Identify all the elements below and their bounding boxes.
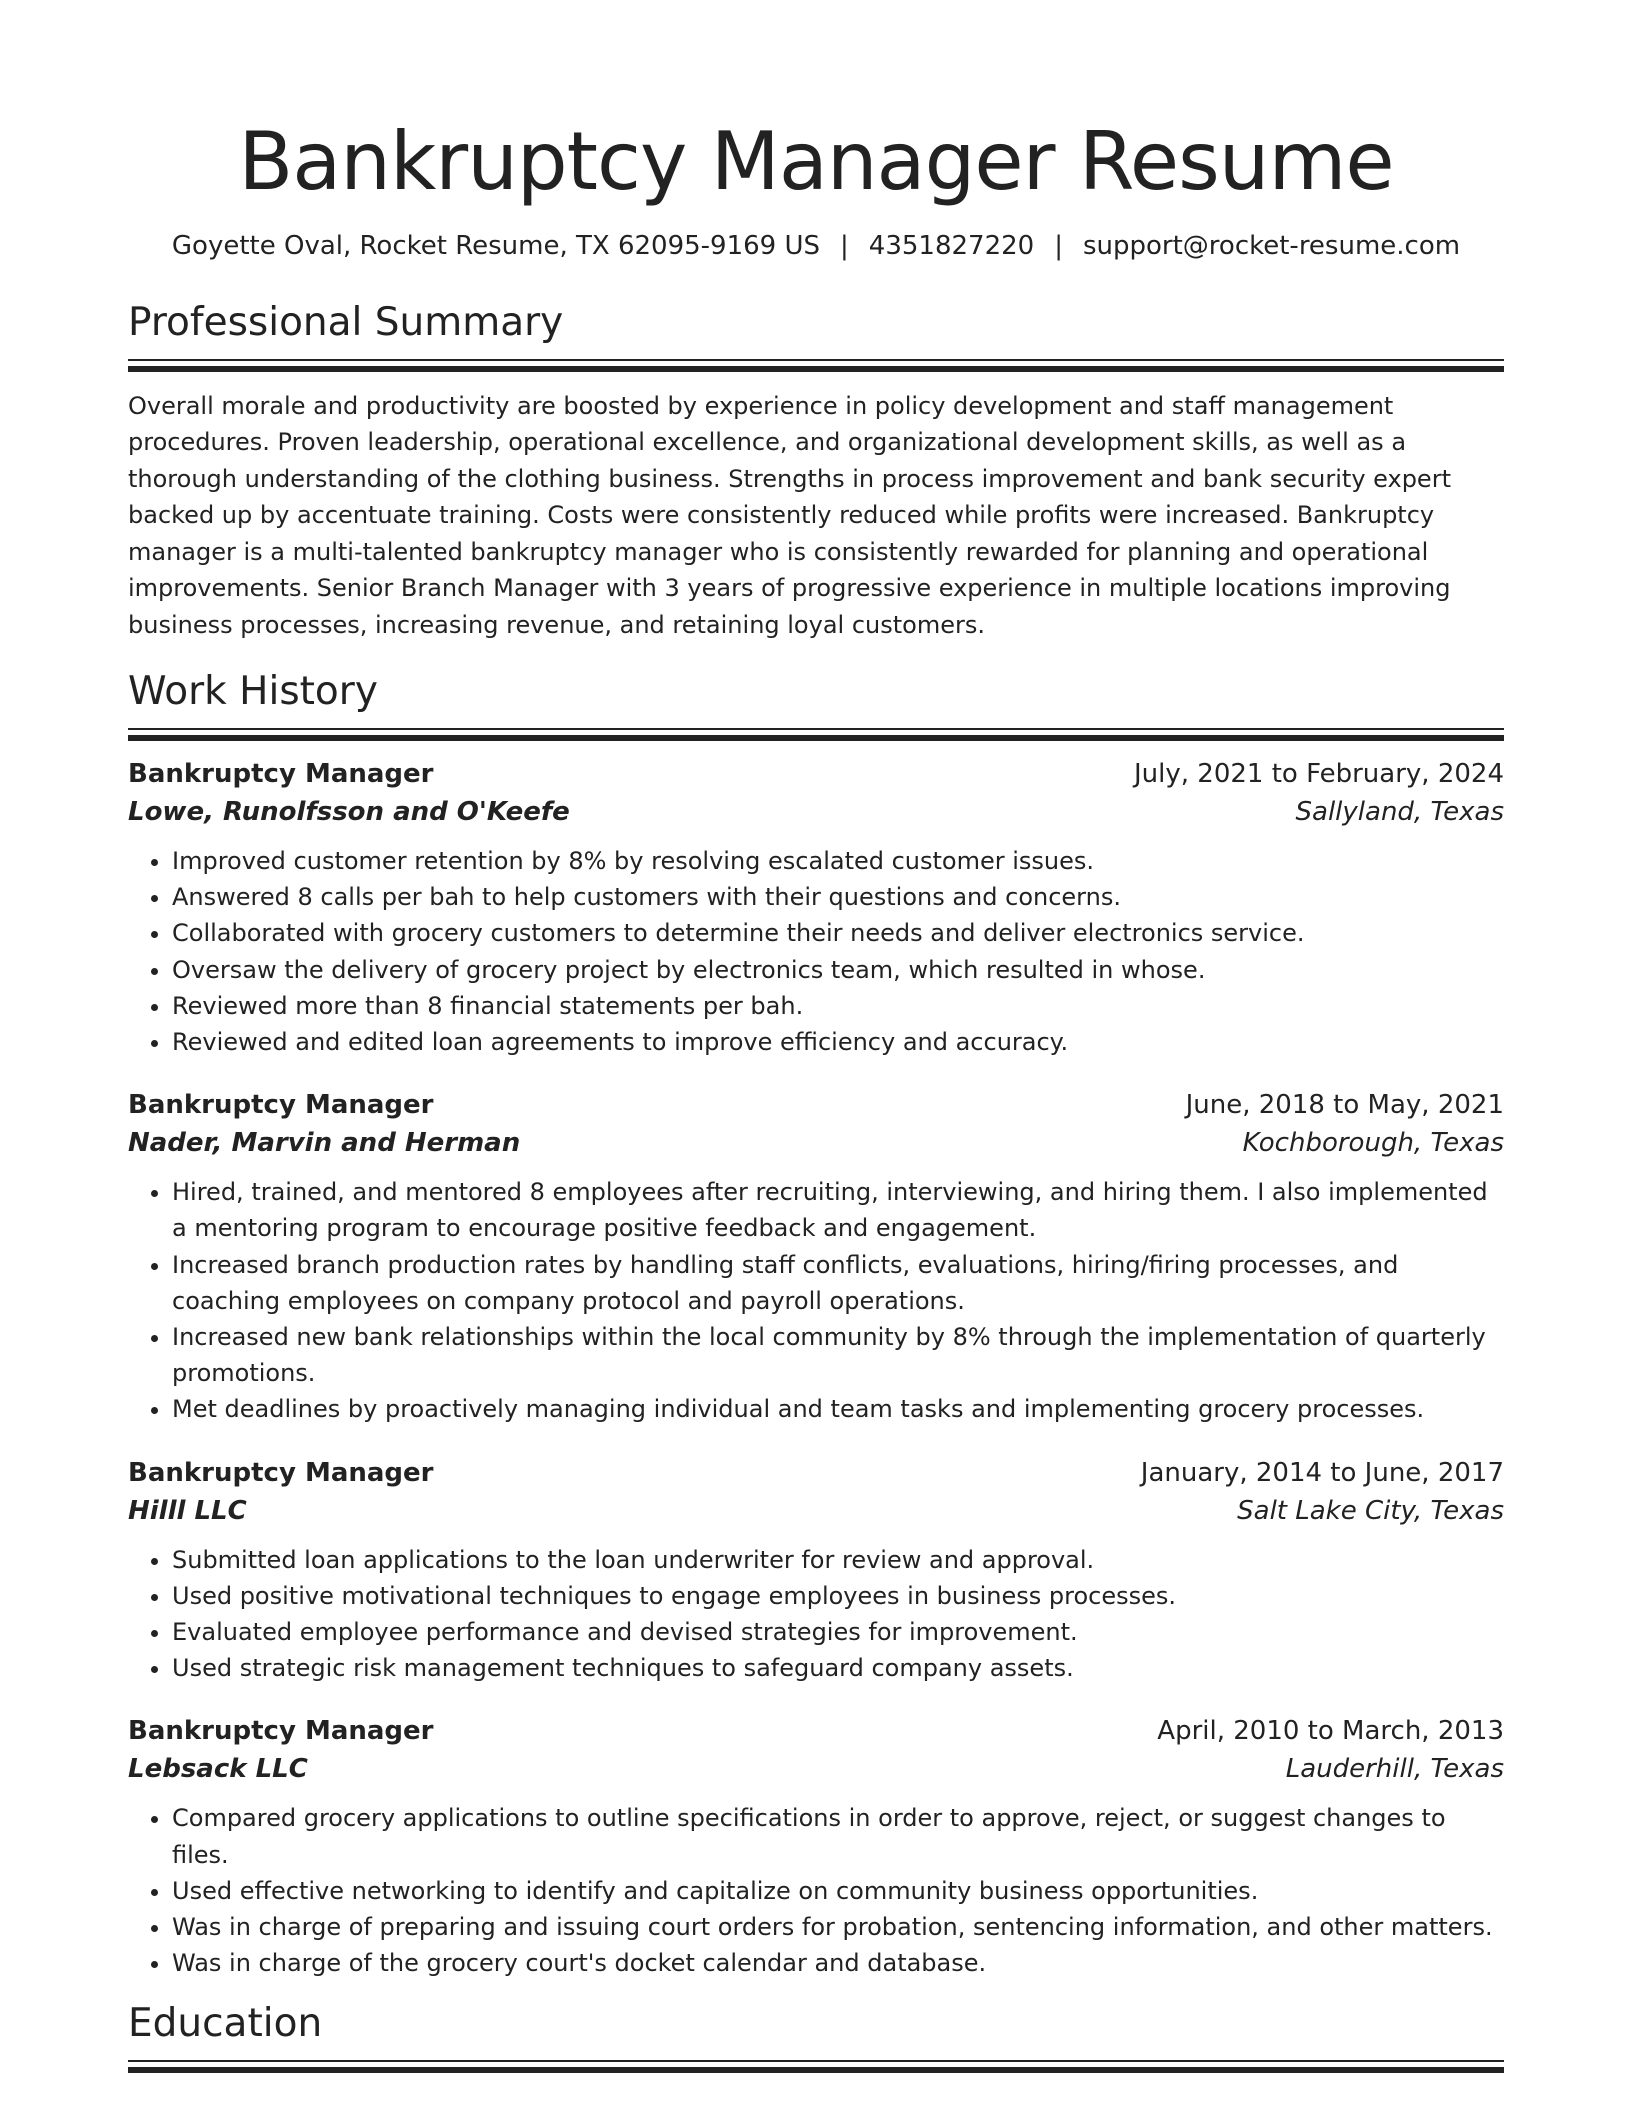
job-bullet-list [128,1174,1504,1427]
job-header-row [128,1454,1504,1492]
job-company: Nader, Marvin and Herman [128,1128,521,1159]
page-title: Bankruptcy Manager Resume [238,115,1394,208]
summary-paragraph: Overall morale and productivity are boosted by experience in policy development and staff management procedures. Proven leadership, operational excellence, and organizational development skills, as well as a thorough understanding of the clothing business. Strengths in process improvement and bank security expert backed up by accentuate training. Costs were consistently reduced while profits were increased. Bankruptcy manager is a multi-talented bankruptcy manager who is consistently rewarded for planning and operational improvements. Senior Branch Manager with 3 years of progressive experience in multiple locations improving business processes, increasing revenue, and retaining loyal customers. [128,391,1451,639]
job-bullet: • Reviewed and edited loan agreements to improve efficiency and accuracy. [172,1024,1504,1060]
job-bullet: • Reviewed more than 8 financial statements per bah. [172,988,1504,1024]
job-dates: January, 2014 to June, 2017 [1140,1457,1504,1488]
contact-separator: | [1054,231,1063,261]
job-company-row [128,1492,1504,1530]
job-bullet-list [128,1800,1504,1981]
job-bullet: • Used strategic risk management techniques to safeguard company assets. [172,1650,1504,1686]
job-dates: July, 2021 to February, 2024 [1134,758,1504,789]
contact-line [128,230,1504,264]
job-title: Bankruptcy Manager [128,758,434,789]
job-bullet: • Used effective networking to identify and capitalize on community business opportunities. [172,1873,1504,1909]
contact-email: support@rocket-resume.com [1082,231,1461,261]
job-entry [128,1712,1504,1981]
job-location: Kochborough, Texas [1242,1128,1504,1159]
resume-content [128,0,1504,2073]
job-bullet: • Increased branch production rates by handling staff conflicts, evaluations, hiring/firing processes, and coaching employees on company protocol and payroll operations. [172,1247,1504,1319]
job-bullet: • Hired, trained, and mentored 8 employees after recruiting, interviewing, and hiring them. I also implemented a mentoring program to encourage positive feedback and engagement. [172,1174,1504,1246]
job-header-row [128,1086,1504,1124]
job-bullet: • Improved customer retention by 8% by resolving escalated customer issues. [172,843,1504,879]
job-title: Bankruptcy Manager [128,1457,434,1488]
job-bullet: • Answered 8 calls per bah to help customers with their questions and concerns. [172,879,1504,915]
job-bullet-list [128,1542,1504,1687]
job-company: Lowe, Runolfsson and O'Keefe [128,796,570,827]
section-divider [128,359,1504,372]
section-divider [128,2060,1504,2073]
job-bullet: • Was in charge of the grocery court's docket calendar and database. [172,1945,1504,1981]
job-dates: April, 2010 to March, 2013 [1157,1716,1504,1747]
job-company: Lebsack LLC [128,1754,308,1785]
job-bullet: • Collaborated with grocery customers to determine their needs and deliver electronics service. [172,915,1504,951]
job-company-row [128,793,1504,831]
job-bullet: • Submitted loan applications to the loan underwriter for review and approval. [172,1542,1504,1578]
section-title-education: Education [128,2001,323,2047]
section-divider [128,728,1504,741]
job-dates: June, 2018 to May, 2021 [1185,1090,1504,1121]
job-company-row [128,1750,1504,1788]
summary-section [128,300,1504,643]
job-bullet: • Evaluated employee performance and devised strategies for improvement. [172,1614,1504,1650]
job-location: Lauderhill, Texas [1285,1754,1504,1785]
job-bullet: • Compared grocery applications to outline specifications in order to approve, reject, or suggest changes to files. [172,1800,1504,1872]
job-bullet-list [128,843,1504,1060]
job-bullet: • Increased new bank relationships within the local community by 8% through the implementation of quarterly promotions. [172,1319,1504,1391]
contact-address: Goyette Oval, Rocket Resume, TX 62095-9169 US [171,231,821,261]
job-entry [128,1454,1504,1687]
job-bullet: • Met deadlines by proactively managing individual and team tasks and implementing grocery processes. [172,1391,1504,1427]
job-title: Bankruptcy Manager [128,1716,434,1747]
contact-phone: 4351827220 [868,231,1035,261]
education-section [128,2001,1504,2073]
work-history-section [128,669,1504,1981]
job-title: Bankruptcy Manager [128,1090,434,1121]
job-header-row [128,1712,1504,1750]
job-company-row [128,1124,1504,1162]
job-location: Salt Lake City, Texas [1237,1495,1504,1526]
section-title-summary: Professional Summary [128,299,564,345]
job-bullet: • Oversaw the delivery of grocery project by electronics team, which resulted in whose. [172,952,1504,988]
contact-separator: | [840,231,849,261]
job-bullet: • Was in charge of preparing and issuing court orders for probation, sentencing information, and other matters. [172,1909,1504,1945]
job-entry [128,1086,1504,1427]
job-header-row [128,755,1504,793]
job-entry [128,755,1504,1060]
section-title-work-history: Work History [128,669,378,715]
job-bullet: • Used positive motivational techniques to engage employees in business processes. [172,1578,1504,1614]
job-company: Hilll LLC [128,1495,247,1526]
job-location: Sallyland, Texas [1295,796,1504,827]
